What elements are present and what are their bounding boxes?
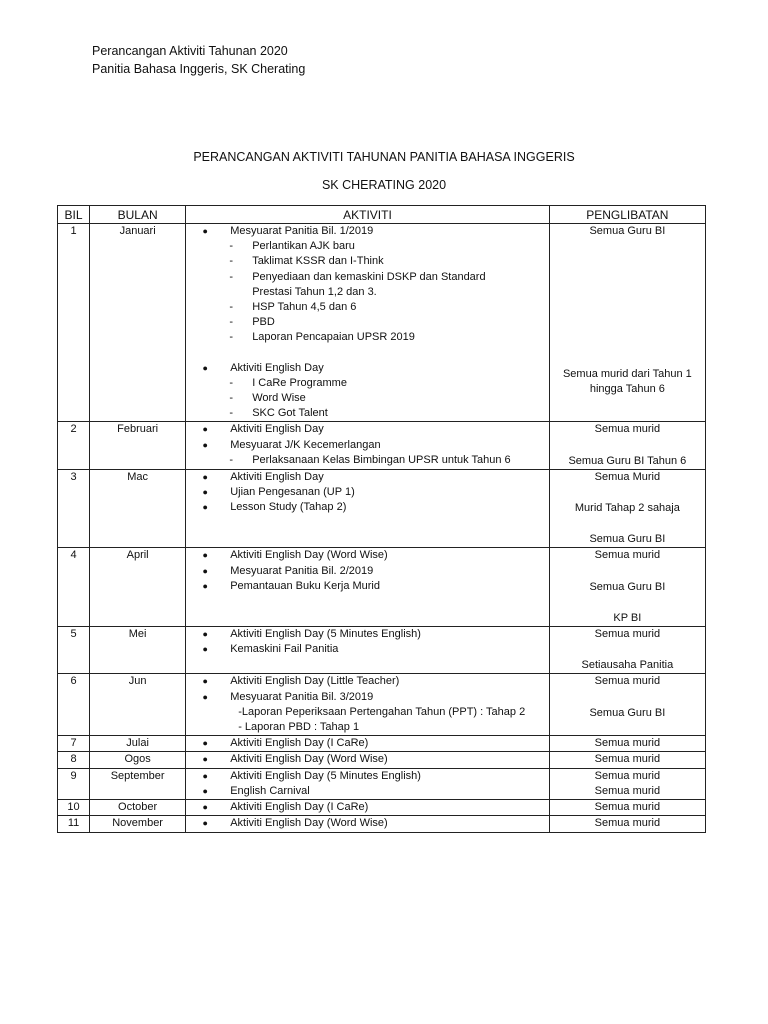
participant-text: Semua murid	[594, 753, 661, 766]
activity-text: Taklimat KSSR dan I-Think	[252, 255, 384, 268]
activity-text: Aktiviti English Day (5 Minutes English)	[230, 628, 421, 641]
participant-text: Semua murid	[594, 769, 661, 782]
activity-text: Word Wise	[252, 392, 306, 405]
cell-penglibatan	[549, 627, 705, 674]
bullet-marker: ●	[202, 754, 208, 765]
bullet-item	[186, 769, 549, 784]
table-row	[58, 422, 706, 469]
cell-penglibatan	[549, 816, 705, 832]
document-subtitle: SK CHERATING 2020	[321, 178, 447, 192]
participant-text: Semua Guru BI Tahun 6	[568, 454, 687, 467]
cell-penglibatan	[549, 674, 705, 736]
activity-text: English Carnival	[230, 784, 310, 797]
participant-text: KP BI	[613, 611, 642, 624]
cell-aktiviti	[186, 800, 550, 816]
spacer	[550, 319, 705, 335]
participant-text: Semua Murid	[594, 470, 661, 483]
bullet-marker: ●	[202, 580, 208, 591]
table-row	[58, 752, 706, 768]
cell-bulan: Mac	[90, 469, 186, 548]
bullet-item	[186, 564, 549, 579]
column-header-penglibatan: PENGLIBATAN	[549, 206, 705, 224]
cell-bulan: Mei	[90, 627, 186, 674]
activity-text: Perlaksanaan Kelas Bimbingan UPSR untuk Tahun 6	[252, 453, 511, 466]
activity-plan-table	[57, 205, 706, 833]
dash-marker: -	[229, 376, 234, 389]
spacer	[550, 335, 705, 351]
cell-aktiviti	[186, 422, 550, 469]
bullet-item	[186, 674, 549, 689]
activity-text: I CaRe Programme	[252, 376, 347, 389]
cell-bil: 9	[58, 768, 90, 799]
participant-text: Semua murid	[594, 628, 661, 641]
table-row	[58, 674, 706, 736]
sub-item	[186, 254, 549, 269]
cell-bil: 5	[58, 627, 90, 674]
column-header-bulan: BULAN	[90, 206, 186, 224]
bullet-marker: ●	[202, 738, 208, 749]
document-header	[92, 42, 305, 78]
spacer	[550, 438, 705, 454]
sub-item	[186, 391, 549, 406]
bullet-item	[186, 500, 549, 515]
table-row	[58, 768, 706, 799]
sub-item	[186, 315, 549, 330]
bullet-marker: ●	[202, 487, 208, 498]
dash-marker: -	[229, 301, 234, 314]
cell-aktiviti	[186, 224, 550, 422]
spacer	[550, 255, 705, 271]
activity-text: Aktiviti English Day (5 Minutes English)	[230, 769, 421, 782]
bullet-item	[186, 800, 549, 815]
cell-aktiviti	[186, 816, 550, 832]
cell-penglibatan	[549, 548, 705, 627]
sub-item-continuation	[186, 285, 549, 300]
bullet-item	[186, 627, 549, 642]
cell-bil: 7	[58, 736, 90, 752]
cell-aktiviti	[186, 768, 550, 799]
cell-bil: 10	[58, 800, 90, 816]
activity-text: Laporan Pencapaian UPSR 2019	[252, 331, 415, 344]
bullet-item	[186, 485, 549, 500]
activity-text: Aktiviti English Day	[230, 361, 324, 374]
bullet-item	[186, 736, 549, 751]
dash-marker: -	[229, 407, 234, 420]
table-row	[58, 224, 706, 422]
column-header-bil: BIL	[58, 206, 90, 224]
bullet-marker: ●	[202, 676, 208, 687]
activity-text: Ujian Pengesanan (UP 1)	[230, 486, 355, 499]
cell-bil: 8	[58, 752, 90, 768]
bullet-marker: ●	[202, 644, 208, 655]
activity-text: Aktiviti English Day (I CaRe)	[230, 737, 369, 750]
bullet-marker: ●	[202, 818, 208, 829]
bullet-marker: ●	[202, 502, 208, 513]
sub-item	[186, 330, 549, 345]
dash-marker: -	[229, 316, 234, 329]
participant-text: Semua Guru BI	[589, 533, 666, 546]
activity-text: Mesyuarat Panitia Bil. 1/2019	[230, 225, 374, 237]
activity-text: Mesyuarat Panitia Bil. 2/2019	[230, 564, 374, 577]
sub-item	[186, 270, 549, 285]
activity-text: - Laporan PBD : Tahap 1	[238, 721, 360, 734]
activity-text: Aktiviti English Day (Word Wise)	[230, 753, 388, 766]
participant-text: Semua murid	[594, 549, 661, 562]
participant-text: Semua Guru BI	[589, 225, 666, 237]
participant-text: Semua murid	[594, 801, 661, 814]
activity-text: Aktiviti English Day	[230, 470, 324, 483]
cell-bil: 2	[58, 422, 90, 469]
cell-bil: 3	[58, 469, 90, 548]
table-row	[58, 736, 706, 752]
table-row	[58, 800, 706, 816]
spacer	[550, 287, 705, 303]
table-row	[58, 469, 706, 548]
activity-text: Kemaskini Fail Panitia	[230, 643, 339, 656]
bullet-item	[186, 816, 549, 831]
activity-text: Pemantauan Buku Kerja Murid	[230, 579, 380, 592]
bullet-item	[186, 438, 549, 453]
activity-text: Prestasi Tahun 1,2 dan 3.	[252, 285, 377, 298]
participant-text: Semua murid dari Tahun 1	[562, 368, 692, 381]
dash-marker: -	[229, 392, 234, 405]
bullet-marker: ●	[202, 471, 208, 482]
participant-text: hingga Tahun 6	[589, 383, 665, 396]
dash-marker: -	[229, 331, 234, 344]
activity-text: Aktiviti English Day	[230, 423, 324, 436]
bullet-marker: ●	[202, 691, 208, 702]
spacer	[550, 271, 705, 287]
cell-aktiviti	[186, 627, 550, 674]
table-header-row	[58, 206, 706, 224]
bullet-marker: ●	[202, 565, 208, 576]
note-line	[186, 705, 549, 720]
table-row	[58, 627, 706, 674]
bullet-item	[186, 224, 549, 239]
document-title: PERANCANGAN AKTIVITI TAHUNAN PANITIA BAHASA INGGERIS	[193, 150, 575, 164]
cell-bil: 1	[58, 224, 90, 422]
dash-marker: -	[229, 270, 234, 283]
sub-item	[186, 300, 549, 315]
dash-marker: -	[229, 453, 234, 466]
sub-item	[186, 376, 549, 391]
activity-text: PBD	[252, 316, 275, 329]
cell-bulan: April	[90, 548, 186, 627]
activity-text: Perlantikan AJK baru	[252, 240, 355, 253]
activity-text: HSP Tahun 4,5 dan 6	[252, 301, 357, 314]
bullet-item	[186, 361, 549, 376]
bullet-marker: ●	[202, 439, 208, 450]
column-header-aktiviti: AKTIVITI	[186, 206, 550, 224]
participant-text: Semua murid	[594, 784, 661, 797]
bullet-item	[186, 579, 549, 594]
bullet-marker: ●	[202, 629, 208, 640]
spacer	[550, 690, 705, 706]
cell-bulan: Julai	[90, 736, 186, 752]
sub-item	[186, 406, 549, 421]
cell-penglibatan	[549, 422, 705, 469]
bullet-item	[186, 548, 549, 563]
cell-aktiviti	[186, 752, 550, 768]
spacer	[550, 516, 705, 532]
bullet-item	[186, 422, 549, 437]
activity-text: Aktiviti English Day (I CaRe)	[230, 801, 369, 814]
participant-text: Semua murid	[594, 737, 661, 750]
cell-bulan: Februari	[90, 422, 186, 469]
activity-text: Aktiviti English Day (Word Wise)	[230, 549, 388, 562]
activity-text: SKC Got Talent	[252, 407, 328, 420]
cell-bulan: November	[90, 816, 186, 832]
bullet-item	[186, 690, 549, 705]
cell-penglibatan	[549, 224, 705, 422]
spacer	[550, 642, 705, 658]
spacer	[550, 564, 705, 580]
spacer	[550, 595, 705, 611]
header-line-2: Panitia Bahasa Inggeris, SK Cherating	[92, 62, 306, 76]
bullet-marker: ●	[202, 785, 208, 796]
cell-penglibatan	[549, 736, 705, 752]
sub-item	[186, 239, 549, 254]
cell-penglibatan	[549, 469, 705, 548]
participant-text: Semua Guru BI	[589, 706, 666, 719]
cell-aktiviti	[186, 674, 550, 736]
note-line	[186, 720, 549, 735]
participant-text: Semua murid	[594, 423, 661, 436]
cell-penglibatan	[549, 752, 705, 768]
spacer	[550, 239, 705, 255]
dash-marker: -	[229, 255, 234, 268]
cell-aktiviti	[186, 469, 550, 548]
cell-penglibatan	[549, 800, 705, 816]
bullet-item	[186, 642, 549, 657]
activity-text: Aktiviti English Day (Word Wise)	[230, 817, 388, 830]
spacer	[550, 351, 705, 367]
activity-text: -Laporan Peperiksaan Pertengahan Tahun (PPT) : Tahap 2	[238, 705, 526, 718]
table-row	[58, 816, 706, 832]
activity-text: Aktiviti English Day (Little Teacher)	[230, 675, 400, 688]
participant-text: Murid Tahap 2 sahaja	[574, 502, 680, 515]
bullet-marker: ●	[202, 226, 208, 236]
table-body	[58, 224, 706, 833]
cell-penglibatan	[549, 768, 705, 799]
activity-text: Mesyuarat Panitia Bil. 3/2019	[230, 690, 374, 703]
bullet-marker: ●	[202, 362, 208, 373]
bullet-marker: ●	[202, 550, 208, 561]
participant-text: Semua murid	[594, 675, 661, 688]
header-line-1: Perancangan Aktiviti Tahunan 2020	[92, 44, 288, 58]
participant-text: Setiausaha Panitia	[581, 659, 674, 672]
spacer	[550, 485, 705, 501]
bullet-marker: ●	[202, 424, 208, 435]
bullet-marker: ●	[202, 802, 208, 813]
cell-bil: 4	[58, 548, 90, 627]
spacer	[186, 346, 549, 361]
cell-aktiviti	[186, 548, 550, 627]
cell-bulan: October	[90, 800, 186, 816]
cell-bulan: Ogos	[90, 752, 186, 768]
cell-aktiviti	[186, 736, 550, 752]
cell-bulan: Jun	[90, 674, 186, 736]
participant-text: Semua murid	[594, 817, 661, 830]
bullet-item	[186, 752, 549, 767]
cell-bulan: September	[90, 768, 186, 799]
cell-bulan: Januari	[90, 224, 186, 422]
bullet-marker: ●	[202, 770, 208, 781]
spacer	[550, 303, 705, 319]
cell-bil: 11	[58, 816, 90, 832]
sub-item	[186, 453, 549, 468]
activity-text: Lesson Study (Tahap 2)	[230, 501, 347, 514]
activity-text: Mesyuarat J/K Kecemerlangan	[230, 438, 381, 451]
dash-marker: -	[229, 240, 234, 253]
activity-text: Penyediaan dan kemaskini DSKP dan Standard	[252, 270, 486, 283]
bullet-item	[186, 470, 549, 485]
cell-bil: 6	[58, 674, 90, 736]
participant-text: Semua Guru BI	[589, 580, 666, 593]
table-row	[58, 548, 706, 627]
bullet-item	[186, 784, 549, 799]
